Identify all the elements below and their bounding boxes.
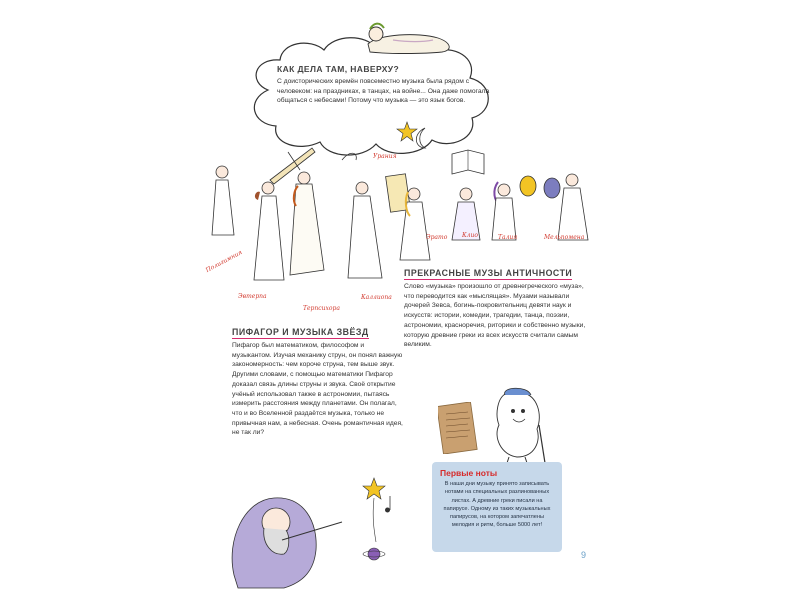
cloud-text-block [277, 64, 492, 106]
muse-label: Эрато [426, 234, 448, 241]
star-icon [363, 478, 385, 499]
sleeping-god-icon [368, 24, 449, 54]
muse-label: Талия [498, 234, 518, 241]
papyrus-icon [438, 402, 478, 454]
cloud-title: КАК ДЕЛА ТАМ, НАВЕРХУ? [277, 64, 400, 74]
planet-icon [363, 548, 385, 560]
music-note-icon [385, 496, 390, 513]
theatre-mask-icon [520, 176, 560, 198]
cloud-body: С доисторических времён повсеместно музыка была рядом с человеком: на праздниках, в танцах, на войне... Она даже помогала общаться с небесами! Потому что музыка — это язык богов. [277, 78, 490, 105]
page-number: 9 [581, 550, 587, 560]
muse-figure-icon [288, 152, 324, 275]
muse-label: Эвтерпа [238, 293, 267, 300]
pythagoras-illustration [224, 470, 414, 590]
book-icon [452, 150, 484, 174]
muse-label: Урания [373, 153, 397, 160]
first-notes-box [432, 462, 562, 552]
muse-figure-icon [386, 174, 430, 260]
muses-section-body: Слово «музыка» произошло от древнегреческого «муза», что переводится как «мыслящая». Музами называли дочерей Зевса, богинь-покровительниц девяти наук и искусств: истории, комедии, трагедии, танца, поэзии, астрономии, красноречия, риторики и собственно музыки, которую древние греки из всех искусств считали самым великим. [404, 283, 586, 349]
muse-label: Мельпомена [544, 234, 585, 241]
moon-icon [416, 128, 425, 148]
muse-figure-icon [342, 153, 382, 278]
muses-section-title: ПРЕКРАСНЫЕ МУЗЫ АНТИЧНОСТИ [404, 268, 573, 278]
notes-title: Первые ноты [440, 468, 498, 478]
muse-label: Клио [462, 232, 478, 239]
star-icon [397, 122, 417, 141]
muse-figure-icon [558, 174, 588, 240]
mascot-icon [487, 385, 552, 465]
muse-figure-icon [212, 166, 234, 235]
muse-label: Терпсихора [303, 305, 340, 312]
pythagoras-section-title: ПИФАГОР И МУЗЫКА ЗВЁЗД [232, 327, 369, 337]
muse-label: Полигимния [204, 248, 244, 275]
muse-figure-icon [492, 182, 516, 240]
muse-label: Каллиопа [361, 294, 392, 301]
notes-body: В наши дни музыку принято записывать нотами на специальных разлинованных листах. А древние греки писали на папирусе. Одному из таких музыкальных папирусов, на котором запечатлены мелодия и ритм, больше 5000 лет! [443, 481, 551, 529]
pythagoras-section-body: Пифагор был математиком, философом и музыкантом. Изучая механику струн, он понял важную закономерность: чем короче струна, тем выше звук. Другими словами, с помощью математики Пифагор доказал связь длины струны и звука. Своё открытие учёный использовал также в астрономии, пытаясь измерить расстояния между планетами. Он полагал, что и во Вселенной раздаётся музыка, только не привычная нам, а небесная. Очень романтичная идея, не так ли? [232, 342, 403, 437]
